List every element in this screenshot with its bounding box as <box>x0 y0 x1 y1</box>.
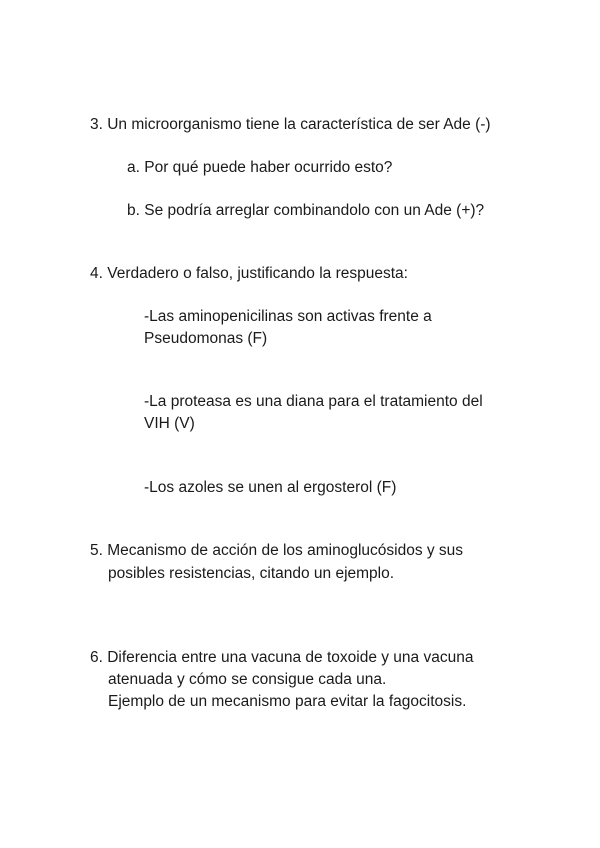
question-4-statement-2-line-1: -La proteasa es una diana para el tratamiento del <box>144 393 483 410</box>
question-4-statement-1-line-2: Pseudomonas (F) <box>144 330 268 347</box>
question-3-item-a: a. Por qué puede haber ocurrido esto? <box>127 159 393 176</box>
question-4-statement-2-line-2: VIH (V) <box>144 415 195 432</box>
question-4-statement-3: -Los azoles se unen al ergosterol (F) <box>144 479 397 496</box>
question-4-title: 4. Verdadero o falso, justificando la respuesta: <box>90 265 408 282</box>
question-3-title: 3. Un microorganismo tiene la característica de ser Ade (-) <box>90 116 491 133</box>
question-6-line-2: atenuada y cómo se consigue cada una. <box>108 671 387 688</box>
question-5-line-1: 5. Mecanismo de acción de los aminoglucósidos y sus <box>90 542 464 559</box>
question-3-item-b: b. Se podría arreglar combinandolo con un Ade (+)? <box>127 202 485 219</box>
question-5-line-2: posibles resistencias, citando un ejemplo. <box>108 565 395 582</box>
question-6-line-3: Ejemplo de un mecanismo para evitar la fagocitosis. <box>108 693 467 710</box>
question-6-line-1: 6. Diferencia entre una vacuna de toxoide y una vacuna <box>90 649 474 666</box>
question-4-statement-1-line-1: -Las aminopenicilinas son activas frente a <box>144 308 432 325</box>
